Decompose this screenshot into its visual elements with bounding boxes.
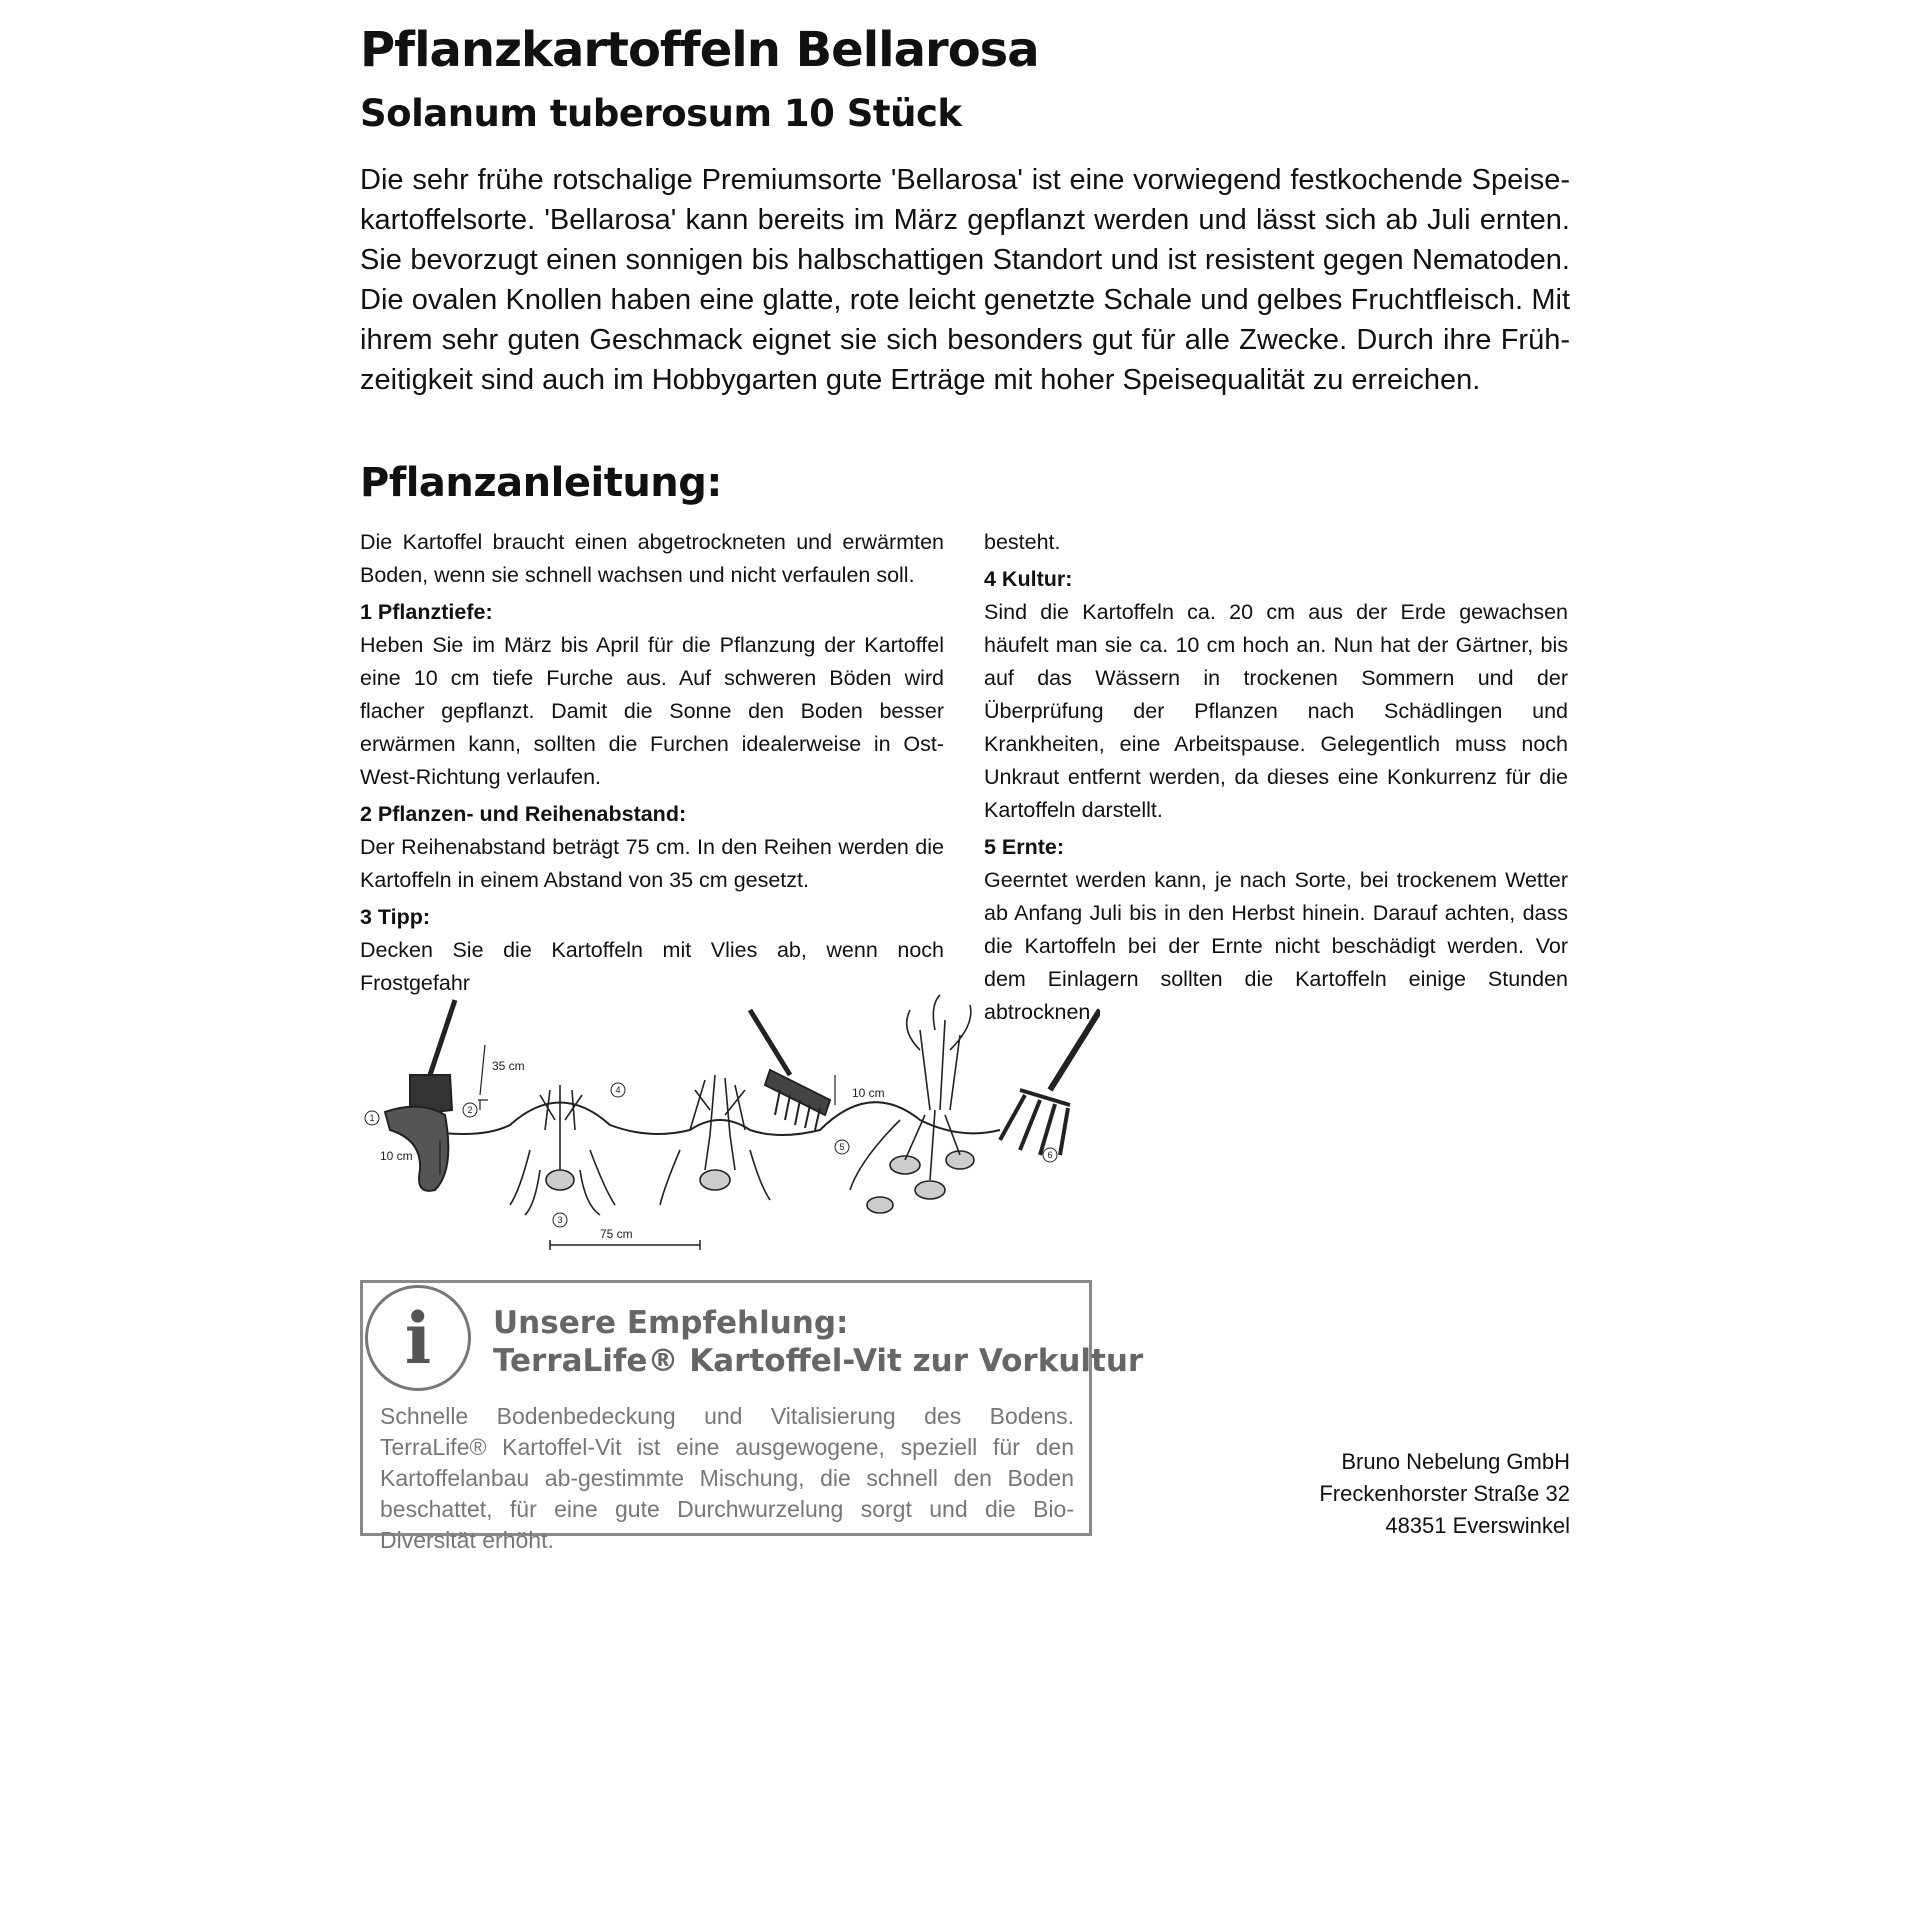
marker-3: 3 [557, 1215, 563, 1225]
marker-2: 2 [467, 1105, 473, 1115]
recommendation-subtitle: TerraLife® Kartoffel-Vit zur Vorkultur [493, 1343, 1144, 1379]
step4-title: 4 Kultur: [984, 567, 1073, 591]
intro-paragraph: Die sehr frühe rotschalige Premiumsorte 'Bellarosa' ist eine vorwiegend festkochende Speise-kartoffelsorte. 'Bellarosa' kann bereits im März gepflanzt werden und lässt sich ab Juli ernten. Sie bevorzugt einen sonnigen bis halbschattigen Standort und ist resistent gegen Nematoden. Die ovalen Knollen haben eine glatte, rote leicht genetzte Schale und gelbes Fruchtfleisch. Mit ihrem sehr guten Geschmack eignet sie sich besonders gut für alle Zwecke. Durch ihre Früh-zeitigkeit sind auch im Hobbygarten gute Erträge mit hoher Speisequalität zu erreichen. [360, 164, 1570, 396]
step3-title: 3 Tipp: [360, 905, 431, 929]
marker-4: 4 [615, 1085, 621, 1095]
company-name: Bruno Nebelung GmbH [1341, 1449, 1570, 1474]
instructions-left-column [360, 526, 944, 1000]
page [360, 0, 1570, 1920]
instructions-lead: Die Kartoffel braucht einen abgetrockneten und erwärmten Boden, wenn sie schnell wachsen und nicht verfaulen soll. [360, 530, 944, 587]
plant-young [510, 1085, 615, 1215]
step1-title: 1 Pflanztiefe: [360, 600, 493, 624]
instructions-heading: Pflanzanleitung: [360, 460, 722, 506]
company-city: 48351 Everswinkel [1385, 1513, 1570, 1538]
plant-growing [660, 1075, 770, 1205]
recommendation-text: Schnelle Bodenbedeckung und Vitalisierung des Bodens. TerraLife® Kartoffel-Vit ist eine ausgewogene, speziell für den Kartoffelanbau ab-gestimmte Mischung, die schnell den Boden beschattet, für eine gute Durchwurzelung sorgt und die Bio-Diversität erhöht. [380, 1403, 1074, 1553]
step5-title: 5 Ernte: [984, 835, 1065, 859]
step4-text: Sind die Kartoffeln ca. 20 cm aus der Erde gewachsen häufelt man sie ca. 10 cm hoch an. Nun hat der Gärtner, bis auf das Wässern in trockenen Sommern und der Überprüfung der Pflanzen nach Schädlingen und Krankheiten, eine Arbeitspause. Gelegentlich muss noch Unkraut entfernt werden, da dieses eine Konkurrenz für die Kartoffeln darstellt. [984, 600, 1568, 822]
info-icon: i [365, 1285, 471, 1391]
marker-6: 6 [1047, 1150, 1053, 1160]
page-title: Pflanzkartoffeln Bellarosa [360, 22, 1039, 78]
label-75cm: 75 cm [600, 1227, 633, 1241]
marker-1: 1 [369, 1113, 375, 1123]
marker-5: 5 [839, 1142, 845, 1152]
step2-title: 2 Pflanzen- und Reihenabstand: [360, 802, 687, 826]
step2-text: Der Reihenabstand beträgt 75 cm. In den Reihen werden die Kartoffeln in einem Abstand von 35 cm gesetzt. [360, 835, 944, 892]
recommendation-title: Unsere Empfehlung: [493, 1305, 849, 1341]
instructions-right-column [984, 526, 1568, 1029]
page-subtitle: Solanum tuberosum 10 Stück [360, 92, 962, 135]
step1-text: Heben Sie im März bis April für die Pflanzung der Kartoffel eine 10 cm tiefe Furche aus. Auf schweren Böden wird flacher gepflanzt. Damit die Sonne den Boden besser erwärmen kann, sollten die Furchen idealerweise in Ost-West-Richtung verlaufen. [360, 633, 944, 789]
label-10cm-hill: 10 cm [852, 1086, 885, 1100]
label-35cm: 35 cm [492, 1059, 525, 1073]
company-street: Freckenhorster Straße 32 [1319, 1481, 1570, 1506]
recommendation-box [360, 1280, 1144, 1553]
step3-text: Decken Sie die Kartoffeln mit Vlies ab, wenn noch Frostgefahr [360, 938, 944, 995]
step5-text: Geerntet werden kann, je nach Sorte, bei trockenem Wetter ab Anfang Juli bis in den Herbst hinein. Darauf achten, dass die Kartoffeln bei der Ernte nicht beschädigt werden. Vor dem Einlagern sollten die Kartoffeln einige Stunden abtrocknen. [984, 868, 1568, 1024]
label-10cm-depth: 10 cm [380, 1149, 413, 1163]
step3-continuation: besteht. [984, 530, 1061, 554]
company-address [1319, 1446, 1570, 1542]
plant-mature [850, 995, 974, 1213]
planting-diagram-illustration [360, 990, 1100, 1250]
